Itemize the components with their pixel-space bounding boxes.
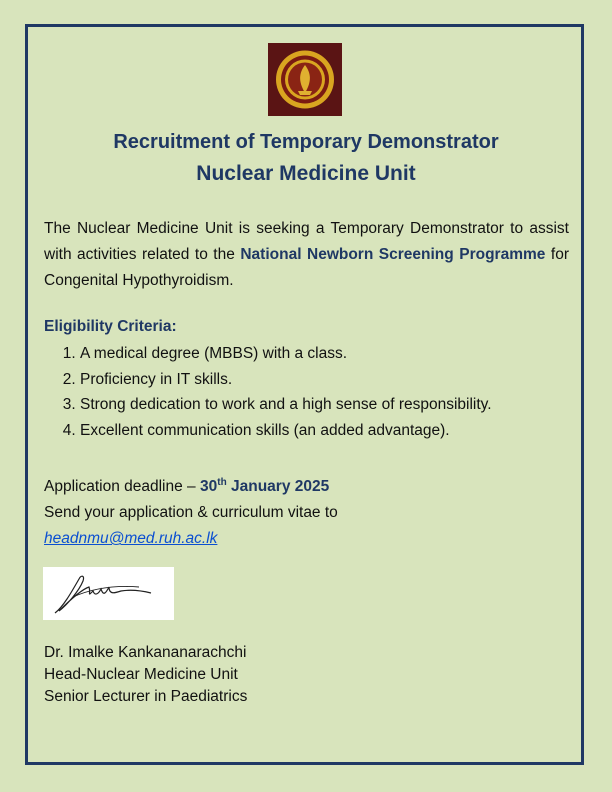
deadline-label: Application deadline – <box>44 478 200 496</box>
criteria-item: 3. Strong dedication to work and a high sense of responsibility. <box>80 392 492 418</box>
programme-name: National Newborn Screening Programme <box>240 246 546 263</box>
page-title: Recruitment of Temporary Demonstrator <box>113 131 499 153</box>
criteria-item: 4. Excellent communication skills (an added advantage). <box>80 418 492 444</box>
signer-role: Head-Nuclear Medicine Unit <box>44 666 238 683</box>
criteria-heading: Eligibility Criteria: <box>44 318 177 335</box>
send-instructions: Send your application & curriculum vitae to <box>44 504 338 522</box>
intro-paragraph <box>44 216 569 294</box>
criteria-item: 2. Proficiency in IT skills. <box>80 367 492 393</box>
deadline-day: 30 <box>199 478 218 496</box>
application-section <box>44 470 338 552</box>
criteria-list <box>44 341 492 443</box>
deadline-month-year: January 2025 <box>226 478 330 496</box>
page-subtitle: Nuclear Medicine Unit <box>196 162 416 185</box>
criteria-item: 1. A medical degree (MBBS) with a class. <box>80 341 492 367</box>
signer-name: Dr. Imalke Kankananarachchi <box>44 644 247 661</box>
deadline-suffix: th <box>217 477 227 488</box>
deadline-line <box>44 470 338 500</box>
deadline-date <box>200 478 329 495</box>
signature-image <box>43 567 174 620</box>
university-logo <box>268 43 342 116</box>
intro-text-start: The Nuclear Medicine Unit is seeking a Temporary Demonstrator to assist with activities related to the <box>44 220 569 263</box>
signer-block <box>44 642 247 708</box>
intro-text-end: for Congenital Hypothyroidism. <box>44 246 569 289</box>
signer-title: Senior Lecturer in Paediatrics <box>44 688 248 705</box>
email-link[interactable]: headnmu@med.ruh.ac.lk <box>44 530 218 548</box>
